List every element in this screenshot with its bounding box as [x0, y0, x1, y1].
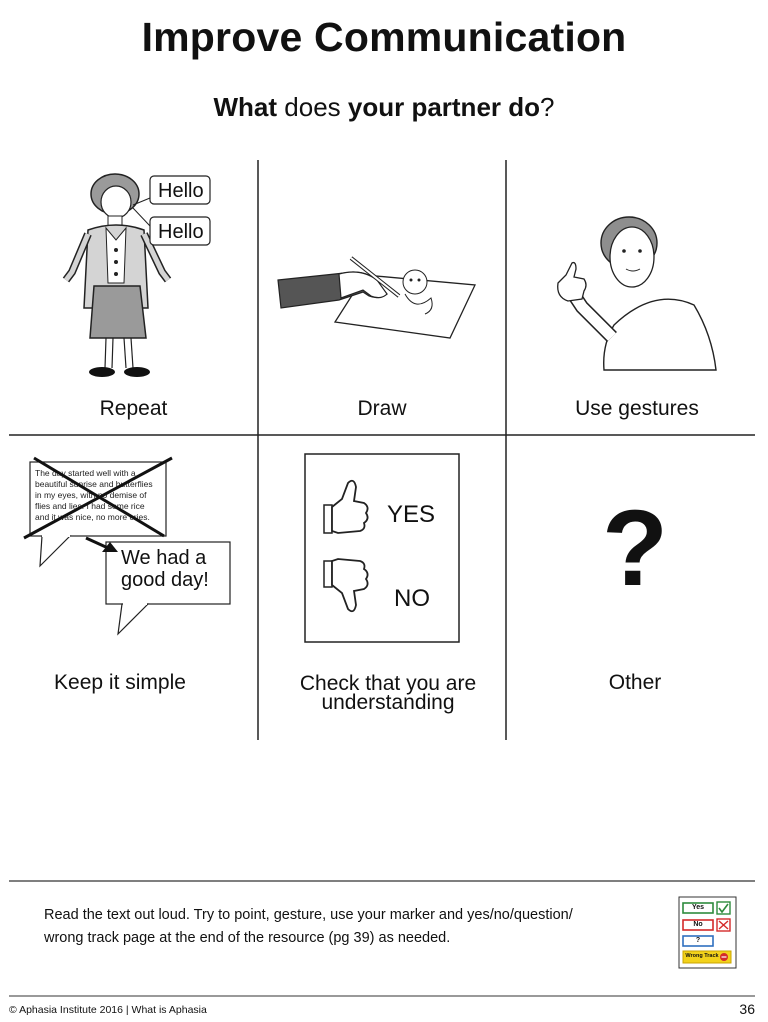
yes-text: YES	[387, 501, 436, 528]
label-use-gestures: Use gestures	[575, 397, 699, 420]
label-check-understanding: Check that you are understanding	[299, 672, 477, 714]
page-title: Improve Communication	[141, 14, 627, 60]
label-keep-it-simple: Keep it simple	[54, 671, 186, 694]
no-text: NO	[394, 585, 430, 612]
yes-no-card-illustration	[304, 453, 461, 644]
long-complicated-text: The day started well with a beautiful sunrise and butterflies in my eyes, with no demise of flies and lies. I had some rice and it was nice, no more cries.	[35, 468, 153, 522]
footer-instructions: Read the text out loud. Try to point, gesture, use your marker and yes/no/question/ wrong track page at the end of the resource (pg 39) as needed.	[44, 907, 573, 946]
question-mark-symbol: ?	[602, 487, 668, 608]
bubble-hello-2: Hello	[158, 221, 204, 243]
track-question: ?	[695, 937, 701, 944]
copyright: © Aphasia Institute 2016 | What is Aphasia	[9, 1004, 207, 1016]
page-subtitle: What does your partner do?	[213, 92, 555, 122]
page-number: 36	[739, 1001, 755, 1017]
track-no: No	[693, 921, 703, 928]
simple-text-line-2: good day!	[121, 569, 209, 591]
track-yes: Yes	[691, 904, 705, 911]
label-repeat: Repeat	[99, 397, 168, 420]
label-other: Other	[608, 671, 662, 694]
simple-text-line-1: We had a	[121, 547, 207, 569]
hand-drawing-illustration	[275, 250, 485, 345]
man-thumbs-up-illustration	[544, 205, 724, 375]
track-wrong: Wrong Track	[685, 953, 719, 959]
label-draw: Draw	[357, 397, 407, 420]
bubble-hello-1: Hello	[158, 180, 204, 202]
